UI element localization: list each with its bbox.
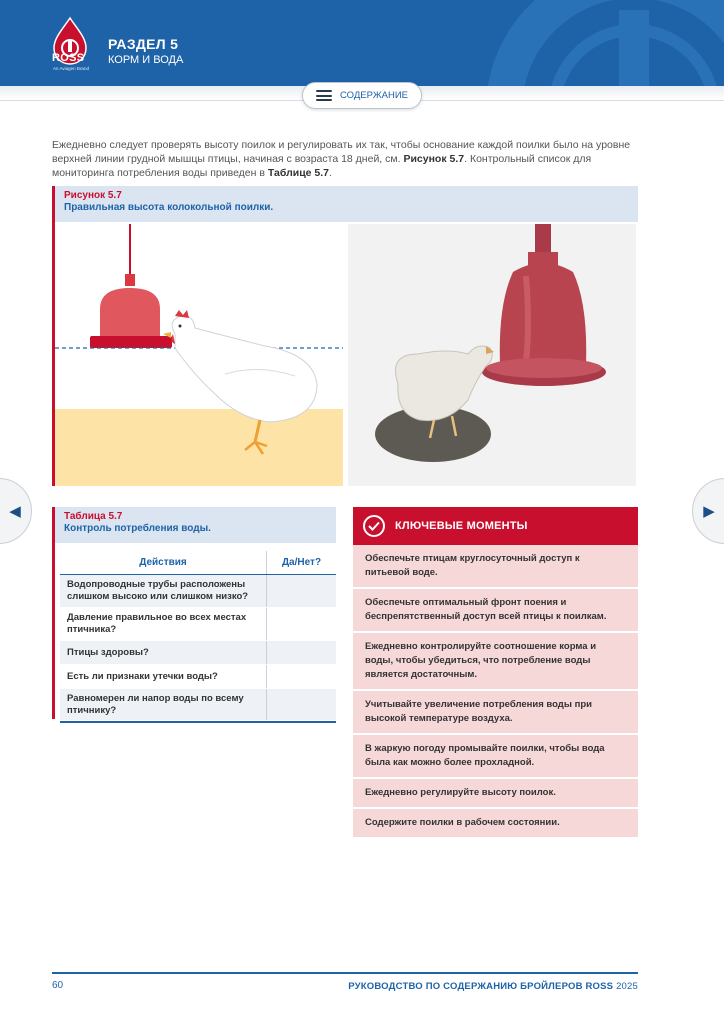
key-point-item: В жаркую погоду промывайте поилки, чтобы вода была как можно более прохладной. (353, 735, 638, 779)
table-body (60, 575, 336, 721)
table-accent-bar (52, 543, 55, 719)
table-header (60, 551, 336, 575)
key-points-header (353, 507, 638, 545)
table-cell-answer[interactable] (267, 641, 336, 664)
logo-subtitle: An Aviagen Brand (53, 66, 89, 71)
table-cell-action: Водопроводные трубы расположены слишком высоко или слишком низко? (60, 575, 267, 607)
footer-year: 2025 (616, 981, 638, 992)
table-row (60, 665, 336, 689)
footer-title: РУКОВОДСТВО ПО СОДЕРЖАНИЮ БРОЙЛЕРОВ ROSS 2025 (348, 981, 638, 992)
key-point-item: Содержите поилки в рабочем состоянии. (353, 809, 638, 839)
arrow-left-icon: ◀ (9, 503, 21, 520)
table-row (60, 689, 336, 721)
section-title: РАЗДЕЛ 5 (108, 36, 179, 52)
table-bottom-rule (60, 721, 336, 723)
menu-icon (316, 90, 332, 101)
table-cell-answer[interactable] (267, 608, 336, 640)
page-number: 60 (52, 980, 64, 991)
table-cell-answer[interactable] (267, 689, 336, 720)
column-header-actions: Действия (60, 551, 267, 574)
table-row (60, 608, 336, 641)
arrow-right-icon: ▶ (703, 503, 715, 520)
table-row (60, 641, 336, 665)
previous-page-button[interactable] (0, 478, 32, 544)
section-subtitle: КОРМ И ВОДА (108, 54, 184, 66)
table-cell-action: Равномерен ли напор воды по всему птичнику? (60, 689, 267, 720)
drinker-height-illustration (55, 224, 343, 486)
water-consumption-table (60, 551, 336, 723)
table-title: Контроль потребления воды. (64, 523, 211, 534)
table-cell-action: Давление правильное во всех местах птичника? (60, 608, 267, 640)
footer-divider (52, 972, 638, 974)
figure-reference[interactable]: Рисунок 5.7 (403, 153, 465, 165)
figure-caption (52, 186, 638, 222)
key-point-item: Обеспечьте оптимальный фронт поения и беспрепятственный доступ всей птицы к поилкам. (353, 589, 638, 633)
table-number: Таблица 5.7 (64, 511, 123, 522)
contents-button[interactable] (302, 82, 422, 109)
table-cell-answer[interactable] (267, 665, 336, 688)
intro-paragraph: Ежедневно следует проверять высоту поилок и регулировать их так, чтобы основание каждой поилки было на уровне верхней линии грудной мышцы птицы, начиная с возраста 18 дней, см. Рисунок 5.7. Контрольный список для мониторинга потребления воды приведен в Таблице 5.7. (52, 139, 631, 179)
figure-number: Рисунок 5.7 (64, 190, 122, 201)
table-caption (52, 507, 336, 543)
logo-text: ROSS (52, 52, 85, 64)
key-points-box (353, 507, 638, 839)
key-point-item: Учитывайте увеличение потребления воды при высокой температуре воздуха. (353, 691, 638, 735)
key-points-title: КЛЮЧЕВЫЕ МОМЕНТЫ (395, 520, 528, 532)
contents-label: СОДЕРЖАНИЕ (340, 90, 408, 101)
drinker-photo (348, 224, 636, 486)
table-row (60, 575, 336, 608)
table-reference[interactable]: Таблице 5.7 (267, 167, 330, 179)
key-point-item: Ежедневно контролируйте соотношение корма и воды, чтобы убедиться, что потребление воды является достаточным. (353, 633, 638, 691)
check-circle-icon (363, 515, 385, 537)
column-header-yes-no: Да/Нет? (281, 557, 322, 568)
table-cell-action: Птицы здоровы? (60, 641, 267, 664)
table-cell-answer[interactable] (267, 575, 336, 607)
key-point-item: Обеспечьте птицам круглосуточный доступ к питьевой воде. (353, 545, 638, 589)
header-decoration (424, 0, 724, 86)
key-point-item: Ежедневно регулируйте высоту поилок. (353, 779, 638, 809)
next-page-button[interactable] (692, 478, 724, 544)
figure-title: Правильная высота колокольной поилки. (64, 202, 274, 213)
ross-logo-icon (50, 16, 90, 82)
page-header (0, 0, 724, 86)
table-cell-action: Есть ли признаки утечки воды? (60, 665, 267, 688)
